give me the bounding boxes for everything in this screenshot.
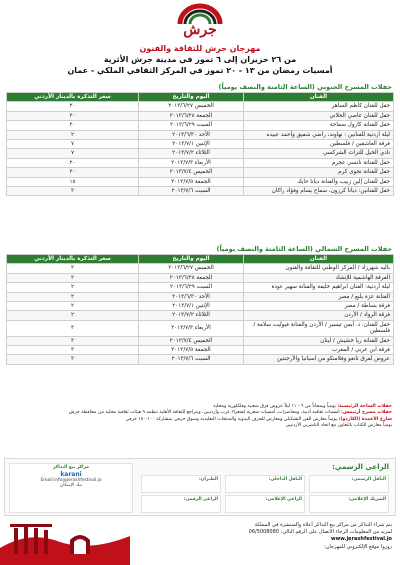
festival-title: مهرجان جرش للثقافة والفنون	[139, 44, 261, 53]
col-price: سعر التذكرة بالدينار الأردني	[7, 93, 139, 102]
table-row	[7, 283, 394, 292]
col-day: اليوم والتاريخ	[139, 255, 244, 264]
table-row	[7, 177, 394, 186]
day-cell: الأربعاء ٢٠١٣/٧/٣	[139, 320, 244, 336]
price-cell: ٢٠	[7, 168, 139, 177]
act-cell: الفنانة عزة بلبع / مصر	[244, 292, 394, 301]
note-label: حفلات الساحة الرئيسية:	[337, 404, 392, 409]
table-row	[7, 311, 394, 320]
table-row	[7, 336, 394, 345]
footer-line: يتم شراء التذاكر من مراكز بيع التذاكر أعلاه والمنتشرة في المملكة	[254, 522, 392, 528]
price-cell: ٢	[7, 292, 139, 301]
outlet-bank: بنك الإسكان	[59, 483, 83, 488]
table-row	[7, 187, 394, 196]
price-cell: ٣	[7, 187, 139, 196]
north-theater-title: حفلات المسرح الشمالي (الساعة الثامنة والنصف يومياً)	[216, 245, 392, 253]
jerash-ruins-icon	[0, 518, 130, 565]
festival-logo	[172, 2, 228, 42]
table-row	[7, 168, 394, 177]
table-row	[7, 149, 394, 158]
col-act: الفنان	[244, 93, 394, 102]
day-cell: الخميس ٢٠١٣/٧/٤	[139, 168, 244, 177]
price-cell: ٢٠	[7, 158, 139, 167]
col-price: سعر التذكرة بالدينار الأردني	[7, 255, 139, 264]
day-cell: الإثنين ٢٠١٣/٧/١	[139, 140, 244, 149]
act-cell: حفل للفنانة نانسي عجرم	[244, 158, 394, 167]
note-text: أمسيات ثقافية أدبية، ومحاضرات، أمسيات شعرية لشعراء عرب وأردنيين، ويتراجع للثقافة الأهلية تنظمه ٩ هيئات ثقافية محلية من محافظة جرش	[68, 410, 340, 416]
day-cell: الجمعة ٢٠١٣/٧/٥	[139, 177, 244, 186]
day-cell: السبت ٢٠١٣/٦/٢٩	[139, 121, 244, 130]
price-cell: ٢٠	[7, 111, 139, 120]
col-act: الفنان	[244, 255, 394, 264]
act-cell: حفل للفنانين: ديانا كرزون، سماح بسام وفؤاد راكان	[244, 187, 394, 196]
table-header-row	[7, 255, 394, 264]
table-row	[7, 292, 394, 301]
col-day: اليوم والتاريخ	[139, 93, 244, 102]
act-cell: فرقة ابن عربي / المغرب	[244, 346, 394, 355]
table-row	[7, 273, 394, 282]
ticket-outlets-box	[9, 463, 133, 513]
price-cell: ٢	[7, 283, 139, 292]
act-cell: ليلة أردنية للفنانين : نهاوند، راضي شفيق وأحمد عبيده	[244, 130, 394, 139]
table-row	[7, 140, 394, 149]
price-cell: ٣	[7, 336, 139, 345]
day-cell: الأحد ٢٠١٣/٦/٣٠	[139, 292, 244, 301]
act-cell: الفرقة الهاشمية للإنشاد	[244, 273, 394, 282]
day-cell: الأربعاء ٢٠١٣/٧/٣	[139, 158, 244, 167]
sponsor-box: الراعي الرقمي:	[141, 495, 221, 513]
act-cell: ليلة أردنية: الفنان ابراهيم خليفة والفنانة سهير عودة	[244, 283, 394, 292]
sponsor-box: الراعي الإعلامي:	[225, 495, 305, 513]
day-cell: الخميس ٢٠١٣/٦/٢٧	[139, 264, 244, 273]
note-label: شارع الأعمدة (الكاردو):	[338, 416, 392, 422]
table-row	[7, 264, 394, 273]
day-cell: الجمعة ٢٠١٣/٦/٢٨	[139, 273, 244, 282]
sponsor-box: الناقل الداخلي:	[225, 475, 305, 493]
act-cell: باليه شهرزاد / المركز الوطني للثقافة والفنون	[244, 264, 394, 273]
day-cell: الخميس ٢٠١٣/٦/٢٧	[139, 102, 244, 111]
poster-header	[0, 43, 400, 76]
act-cell: حفل للفنان: د. أيمن تيسير / الأردن والفنانة فيوليت سلامة / فلسطين	[244, 320, 394, 336]
act-cell: حفل للفنانة كارول سماحة	[244, 121, 394, 130]
act-cell: حفل للفنان عاصي الحلاني	[244, 111, 394, 120]
day-cell: الجمعة ٢٠١٣/٦/٢٨	[139, 111, 244, 120]
day-cell: الثلاثاء ٢٠١٣/٧/٢	[139, 311, 244, 320]
sponsor-box: الشريك الإعلامي:	[309, 495, 389, 513]
table-row	[7, 102, 394, 111]
note-text: يومياً وبمجاناً من ٦ - ١١ ليلاً عروض فرق شعبية وفلكلورية ومحلية	[213, 404, 336, 409]
price-cell: ١٥	[7, 177, 139, 186]
table-row	[7, 302, 394, 311]
main-sponsor-label: الراعي الرسمي:	[332, 463, 389, 471]
south-theater-table	[6, 92, 394, 196]
price-cell: ٣	[7, 355, 139, 364]
note-label: حفلات مسرح أرتيمس:	[341, 410, 392, 416]
ticket-outlets-title: مراكز بيع التذاكر	[52, 465, 89, 470]
price-cell: ٢	[7, 264, 139, 273]
day-cell: الجمعة ٢٠١٣/٧/٥	[139, 346, 244, 355]
note-text: يومياً معارض للفن التشكيلي ومعارض للحرف اليدوية والمنتجات التقليدية وسوق حرفي بمشاركة ١٠٠-١٥٠ حرفي	[125, 416, 338, 422]
footer-info	[132, 522, 392, 551]
table-row	[7, 346, 394, 355]
day-cell: الخميس ٢٠١٣/٧/٤	[139, 336, 244, 345]
price-cell: ٢٠	[7, 102, 139, 111]
price-cell: ٢	[7, 302, 139, 311]
price-cell: ٢	[7, 311, 139, 320]
ramadan-evenings: أمسيات رمضان من ١٣ - ٢٠ تموز في المركز الثقافي الملكي - عمان	[67, 66, 333, 75]
outlet-email: Email:info@jerashfestival.jo	[40, 478, 102, 483]
footer-line: زوروا موقع الإلكتروني للمهرجان:	[324, 543, 392, 550]
act-cell: فرقة العاشقين / فلسطين	[244, 140, 394, 149]
price-cell: ٢	[7, 273, 139, 282]
logo-word: جرش	[183, 22, 217, 38]
day-cell: السبت ٢٠١٣/٧/٦	[139, 187, 244, 196]
price-cell: ٢	[7, 130, 139, 139]
note-books: يومياً معارض للكتاب بالتعاون مع اتحاد الناشرين الأردنيين	[285, 423, 392, 429]
table-row	[7, 121, 394, 130]
table-row	[7, 320, 394, 336]
table-row	[7, 158, 394, 167]
day-cell: الأحد ٢٠١٣/٦/٣٠	[139, 130, 244, 139]
table-header-row	[7, 93, 394, 102]
act-cell: نادي الخيل للتراث الشركسي	[244, 149, 394, 158]
price-cell: ٧	[7, 149, 139, 158]
day-cell: السبت ٢٠١٣/٦/٢٩	[139, 283, 244, 292]
price-cell: ٣	[7, 320, 139, 336]
sponsors-panel	[4, 458, 396, 516]
festival-dates: من ٢٦ حزيران إلى ٦ تموز في مدينة جرش الأثرية	[103, 55, 297, 64]
act-cell: فرقة بساطة / مصر	[244, 302, 394, 311]
website-link[interactable]: www.jerashfestival.jo	[331, 536, 392, 543]
act-cell: فرقة الرواد / الأردن	[244, 311, 394, 320]
footer-phone: لمزيد من المعلومات الرجاء الاتصال على الرقم التالي: 06/5008080	[248, 529, 392, 536]
day-cell: الثلاثاء ٢٠١٣/٧/٢	[139, 149, 244, 158]
sponsor-box: الناقل الرسمي:	[309, 475, 389, 493]
day-cell: الإثنين ٢٠١٣/٧/١	[139, 302, 244, 311]
table-row	[7, 355, 394, 364]
price-cell: ٣	[7, 346, 139, 355]
outlet-brand: karani	[60, 471, 82, 478]
table-row	[7, 130, 394, 139]
price-cell: ٢٠	[7, 121, 139, 130]
other-venues-notes	[8, 404, 392, 430]
act-cell: حفل للفنانة ريا خشيش / لبنان	[244, 336, 394, 345]
price-cell: ٧	[7, 140, 139, 149]
act-cell: عروض لفرق تانغو وفلامنكو من اسبانيا والأرجنتين	[244, 355, 394, 364]
act-cell: حفل للفنان إلين زبيب والفنانة ديانا حايك	[244, 177, 394, 186]
act-cell: حفل للفنان كاظم الساهر	[244, 102, 394, 111]
north-theater-table	[6, 254, 394, 365]
act-cell: حفل للفنانة نجوى كرم	[244, 168, 394, 177]
table-row	[7, 111, 394, 120]
south-theater-title: حفلات المسرح الجنوبي (الساعة الثامنة والنصف يومياً)	[218, 83, 392, 91]
day-cell: السبت ٢٠١٣/٧/٦	[139, 355, 244, 364]
poster-footer	[0, 518, 400, 565]
sponsor-box: الطيران:	[141, 475, 221, 493]
